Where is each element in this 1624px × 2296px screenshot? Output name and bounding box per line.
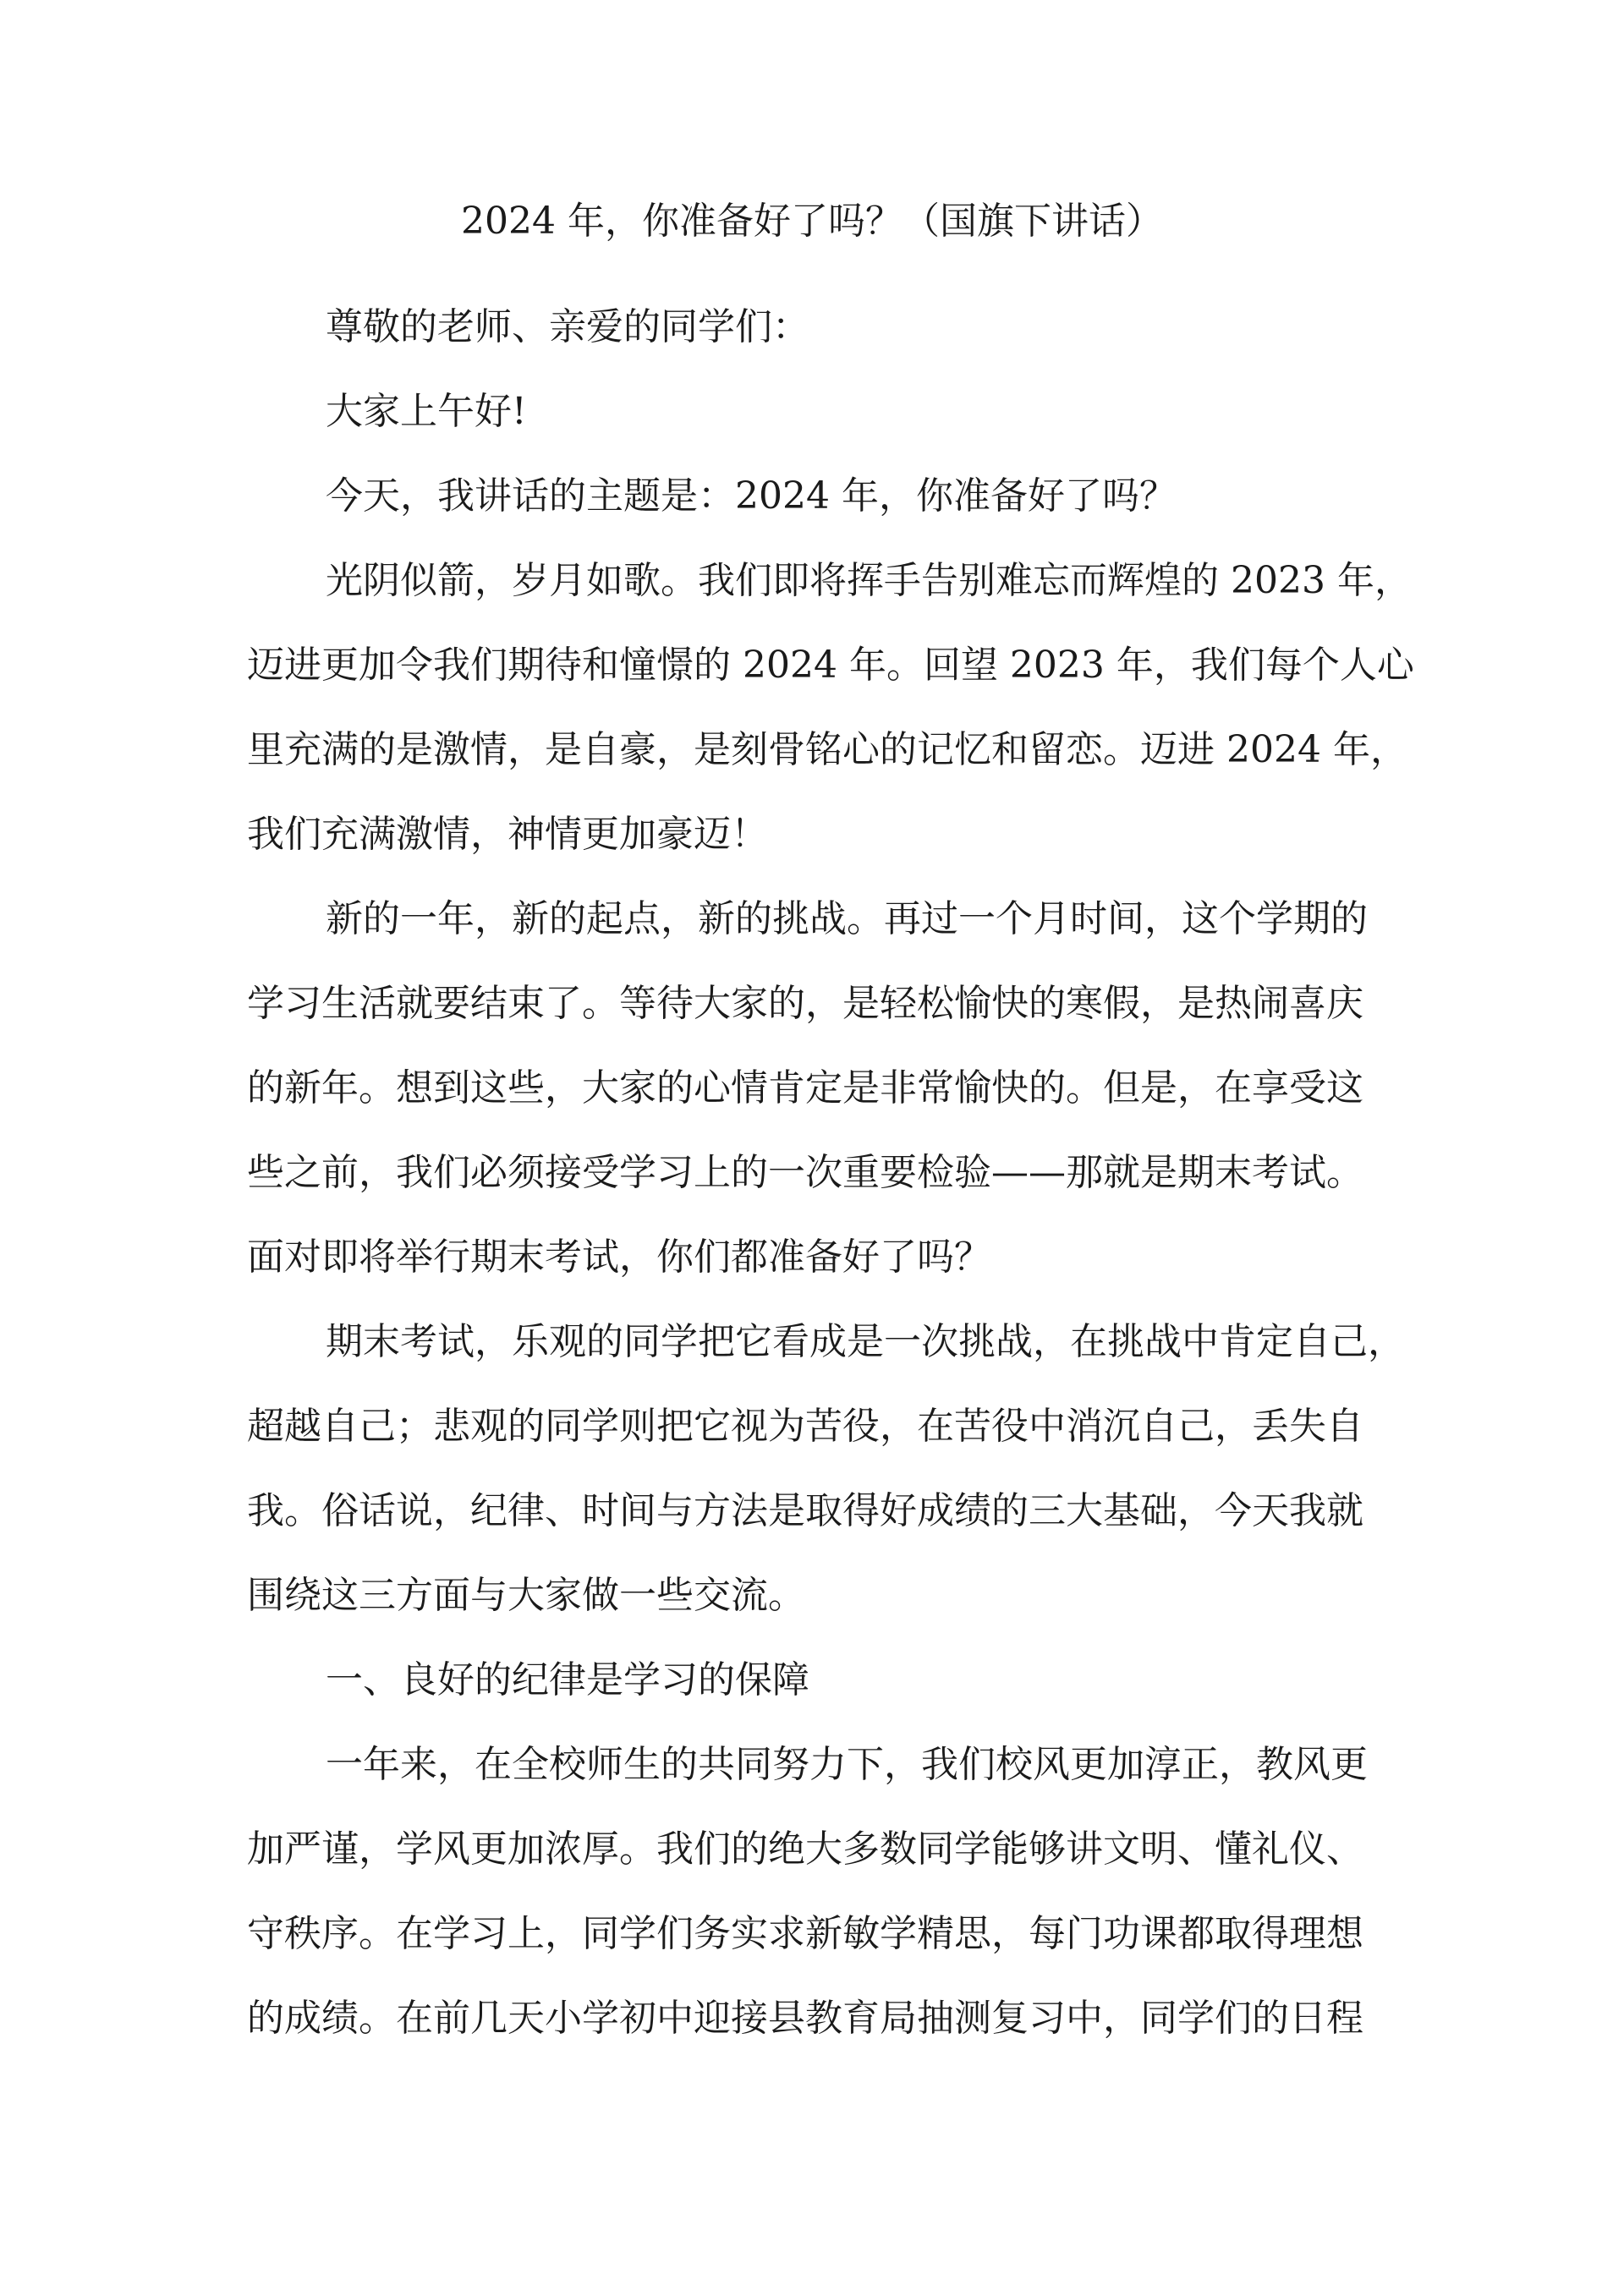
paragraph-line: 些之前，我们必须接受学习上的一次重要检验——那就是期末考试。 xyxy=(247,1151,1363,1194)
paragraph-line: 我们充满激情，神情更加豪迈！ xyxy=(247,813,768,856)
paragraph-line: 迈进更加令我们期待和憧憬的 2024 年。回望 2023 年，我们每个人心 xyxy=(247,644,1414,687)
paragraph-line: 的成绩。在前几天小学初中迎接县教育局抽测复习中，同学们的日程 xyxy=(247,1997,1363,2040)
section-heading: 一、良好的纪律是学习的保障 xyxy=(326,1658,809,1701)
paragraph-line: 学习生活就要结束了。等待大家的，是轻松愉快的寒假，是热闹喜庆 xyxy=(247,982,1363,1025)
paragraph-line: 光阴似箭，岁月如歌。我们即将挥手告别难忘而辉煌的 2023 年， xyxy=(326,559,1412,602)
paragraph-line: 里充满的是激情，是自豪，是刻骨铭心的记忆和留恋。迈进 2024 年， xyxy=(247,728,1407,771)
paragraph-line: 的新年。想到这些，大家的心情肯定是非常愉快的。但是，在享受这 xyxy=(247,1066,1363,1110)
paragraph-line: 新的一年，新的起点，新的挑战。再过一个月时间，这个学期的 xyxy=(326,897,1368,940)
greeting: 大家上午好! xyxy=(326,390,527,433)
salutation: 尊敬的老师、亲爱的同学们： xyxy=(326,305,809,348)
paragraph-line: 我。俗话说，纪律、时间与方法是取得好成绩的三大基础，今天我就 xyxy=(247,1489,1363,1532)
paragraph-line: 围绕这三方面与大家做一些交流。 xyxy=(247,1574,805,1617)
paragraph-line: 面对即将举行期末考试，你们都准备好了吗？ xyxy=(247,1236,991,1279)
paragraph-line: 期末考试，乐观的同学把它看成是一次挑战，在挑战中肯定自己， xyxy=(326,1320,1405,1363)
paragraph-line: 守秩序。在学习上，同学们务实求新敏学精思，每门功课都取得理想 xyxy=(247,1912,1363,1955)
theme-line: 今天，我讲话的主题是：2024 年，你准备好了吗？ xyxy=(326,474,1177,518)
document-title: 2024 年，你准备好了吗？（国旗下讲话） xyxy=(461,200,1163,243)
paragraph-line: 超越自己；悲观的同学则把它视为苦役，在苦役中消沉自己，丢失自 xyxy=(247,1405,1363,1448)
paragraph-line: 加严谨，学风更加浓厚。我们的绝大多数同学能够讲文明、懂礼仪、 xyxy=(247,1827,1363,1871)
paragraph-line: 一年来，在全校师生的共同努力下，我们校风更加淳正，教风更 xyxy=(326,1743,1368,1786)
